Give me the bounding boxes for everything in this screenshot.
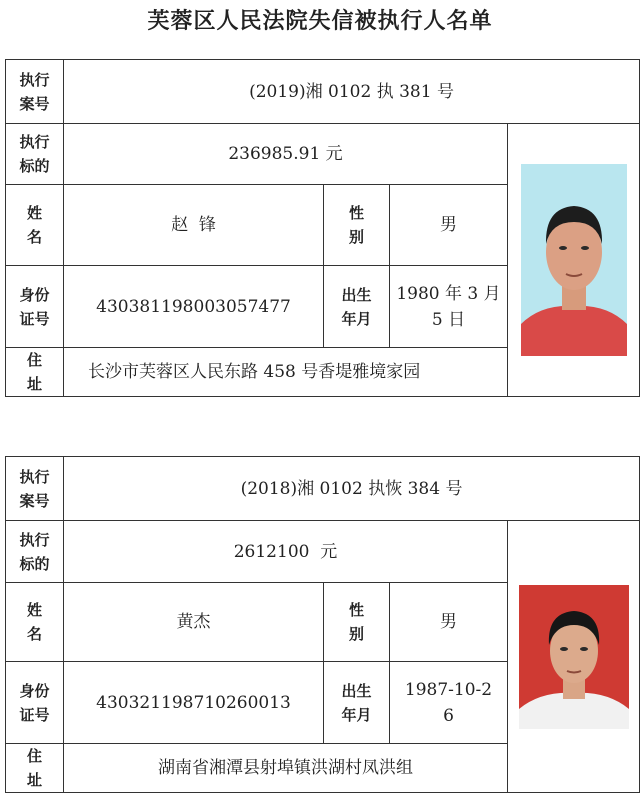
id-number-value: 430321198710260013 xyxy=(64,662,324,744)
birth-label: 出生 年月 xyxy=(324,662,390,744)
birth-value: 1987-10-2 6 xyxy=(390,662,508,744)
amount-label: 执行 标的 xyxy=(6,124,64,185)
record-table xyxy=(5,59,640,397)
id-number-value: 430381198003057477 xyxy=(64,266,324,348)
page-title: 芙蓉区人民法院失信被执行人名单 xyxy=(147,9,493,34)
amount-value: 2612100 元 xyxy=(64,521,508,583)
gender-label: 性 别 xyxy=(324,185,390,266)
address-label: 住 址 xyxy=(6,744,64,793)
photo-shirt xyxy=(521,306,627,356)
person-photo xyxy=(521,164,627,356)
address-value: 长沙市芙蓉区人民东路 458 号香堤雅境家园 xyxy=(64,348,508,397)
name-value: 黄杰 xyxy=(64,583,324,662)
address-value: 湖南省湘潭县射埠镇洪湖村凤洪组 xyxy=(64,744,508,793)
name-value: 赵 锋 xyxy=(64,185,324,266)
amount-value: 236985.91 元 xyxy=(64,124,508,185)
case-number-label: 执行 案号 xyxy=(6,457,64,521)
case-number-value: (2019)湘 0102 执 381 号 xyxy=(64,60,640,124)
gender-value: 男 xyxy=(390,185,508,266)
photo-cell xyxy=(508,124,640,397)
amount-label: 执行 标的 xyxy=(6,521,64,583)
gender-value: 男 xyxy=(390,583,508,662)
name-label: 姓 名 xyxy=(6,185,64,266)
birth-label: 出生 年月 xyxy=(324,266,390,348)
address-label: 住 址 xyxy=(6,348,64,397)
case-number-value: (2018)湘 0102 执恢 384 号 xyxy=(64,457,640,521)
case-number-label: 执行 案号 xyxy=(6,60,64,124)
id-number-label: 身份 证号 xyxy=(6,662,64,744)
record-table xyxy=(5,456,640,793)
gender-label: 性 别 xyxy=(324,583,390,662)
id-number-label: 身份 证号 xyxy=(6,266,64,348)
person-photo xyxy=(519,585,629,729)
birth-value: 1980 年 3 月 5 日 xyxy=(390,266,508,348)
photo-cell xyxy=(508,521,640,793)
name-label: 姓 名 xyxy=(6,583,64,662)
